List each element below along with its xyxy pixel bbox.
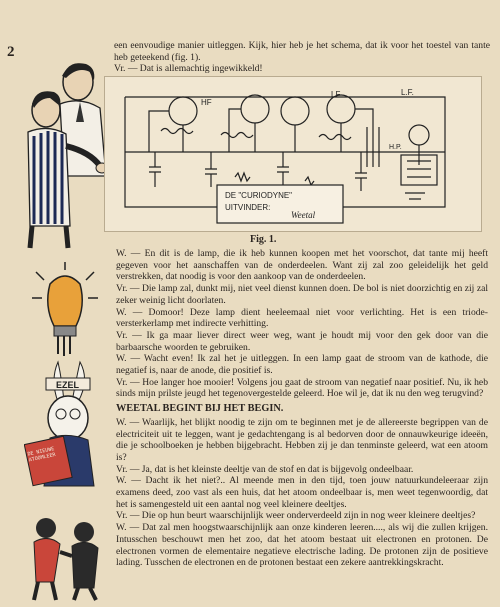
dialogue-paragraph: Vr. — Ja, dat is het kleinste deeltje van de stof en dat is bijgevolg ondeelbaar.: [116, 463, 414, 475]
intro-paragraph: Vr. — Dat is allemachtig ingewikkeld!: [114, 63, 263, 75]
lf-mark: LF: [331, 90, 341, 99]
dialogue-paragraph: Vr. — Die op hun beurt waarschijnlijk weer onderverdeeld zijn in nog weer kleinere deeltjes?: [116, 510, 476, 522]
two-men-illustration: [20, 56, 112, 251]
intro-paragraph: een eenvoudige manier uitleggen. Kijk, hier heb je het schema, dat ik voor het toestel van tante heb geteekend (fig. 1).: [114, 40, 490, 63]
rabbit-reader-illustration: [24, 360, 112, 490]
hf-mark: HF: [201, 98, 212, 107]
hp-mark: H.P.: [389, 144, 402, 151]
dialogue-paragraph: Vr. — Ik ga maar liever direct weer weg, want je houdt mij voor den gek door van die barbaarsche woorden te gebruiken.: [116, 329, 488, 353]
section-heading: WEETAL BEGINT BIJ HET BEGIN.: [116, 403, 284, 415]
rabbit-sign-text: EZEL: [56, 380, 80, 390]
book-title: DE NIEUWE ATOOMLEER: [27, 446, 57, 464]
figure-caption: Fig. 1.: [250, 234, 277, 245]
dialogue-paragraph: Vr. — Die lamp zal, dunkt mij, niet veel dienst kunnen doen. De bol is niet doorzichtig en zij zal zeker weinig licht doorlaten.: [116, 283, 488, 306]
schematic-figure: [104, 76, 482, 232]
intro-text: [114, 40, 490, 75]
running-figures-illustration: [24, 512, 108, 602]
dialogue-text: [116, 248, 488, 569]
dialogue-paragraph: W. — Waarlijk, het blijkt noodig te zijn om te beginnen met je de allereerste begrippen van de electriciteit uit te leggen, want je gedachtengang is al bedorven door de onnauwkeurige ideeën, die je schoolboeken je hebben bijgebracht. Hebben zij je dan tenminste geleerd, wat een atoom is?: [116, 416, 488, 463]
figure-label-line2: UITVINDER:: [225, 203, 271, 212]
dialogue-paragraph: W. — Dat zal men hoogstwaarschijnlijk aan onze kinderen leeren...., als wij die zullen krijgen. Intusschen beschouwt men het zoo, dat het atoom bestaat uit electronen en protonen. De electronen vormen de elementaire negatieve electrische lading. De protonen zijn de positieve lading. Tusschen de electronen en de protonen bestaat een zekere aantrekkingskracht.: [116, 522, 488, 569]
signature: Weetal: [291, 210, 316, 220]
dialogue-paragraph: W. — En dit is de lamp, die ik heb kunnen koopen met het voorschot, dat tante mij heeft gegeven voor het aanschaffen van de onderdeelen. Want zij zal zoo geleidelijk het geld verstrekken, dat noodig is voor den aankoop van de onderdeelen.: [116, 248, 488, 283]
dialogue-paragraph: W. — Wacht even! Ik zal het je uitleggen. In een lamp gaat de stroom van de kathode, die negatief is, naar de anode, die positief is.: [116, 353, 488, 377]
figure-label-line1: DE "CURIODYNE": [225, 191, 293, 200]
dialogue-paragraph: W. — Dacht ik het niet?.. Al meende men in den tijd, toen jouw natuurkundeleeraar zijn examens deed, zoo vast als een huis, dat het atoom ondeelbaar is, men weet tegenwoordig, dat het is samengesteld uit een aantal nog veel kleinere deeltjes.: [116, 475, 488, 510]
radio-lamp-illustration: [30, 262, 100, 362]
page-number: 2: [7, 44, 15, 60]
dialogue-paragraph: Vr. — Hoe langer hoe mooier! Volgens jou gaat de stroom van negatief naar positief. Nu, ik heb sinds mijn prilste jeugd het tegenovergestelde geleerd. Hoe wil je, dat ik nu den weg terugvind?: [116, 376, 488, 400]
lf2-mark: L.F.: [401, 88, 414, 97]
dialogue-paragraph: W. — Domoor! Deze lamp dient heeleemaal niet voor verlichting. Het is een triode-versterkerlamp met indirecte verhitting.: [116, 306, 488, 330]
